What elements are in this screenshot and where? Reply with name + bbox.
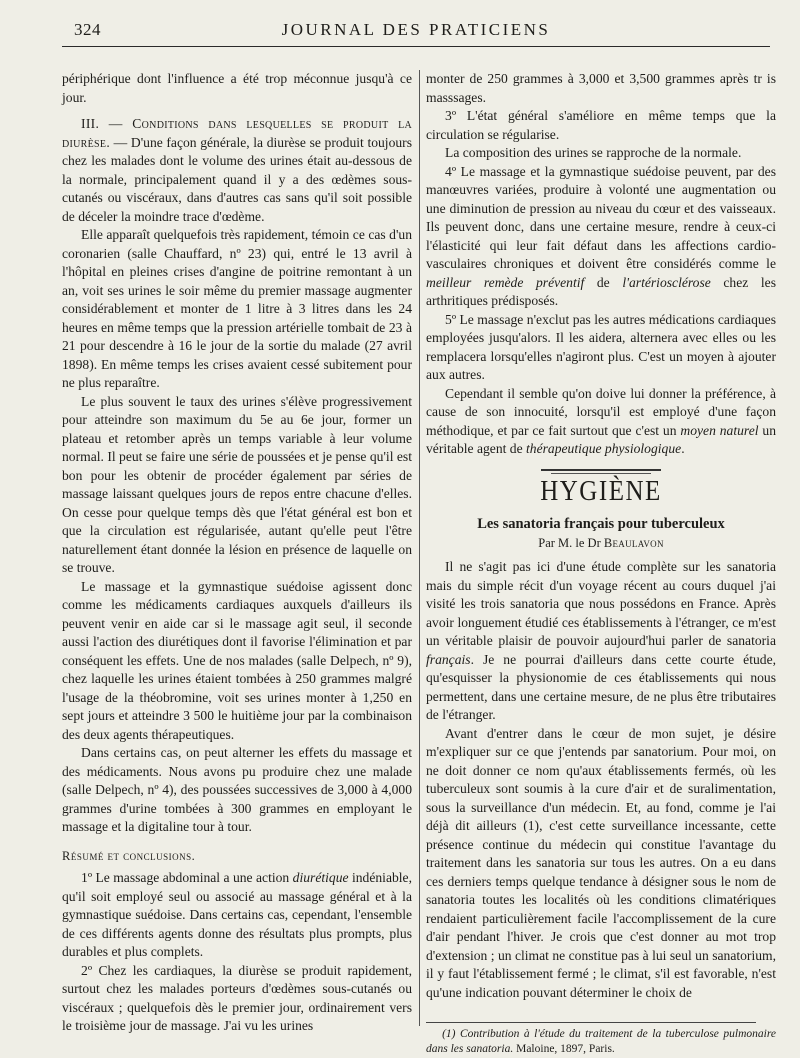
resume-heading: Résumé et conclusions. [62,848,196,863]
paragraph-conditions: III. — Conditions dans lesquelles se produit la diurèse. — D'une façon générale, la diurèse se produit toujours chez les malades dont le volume des urines était au-dessous de la normale, principalement quand il y a des œdèmes sous-cutanés ou viscéraux, dans d'autres cas sans qu'il soit possible de déceler la moindre trace d'œdème. [62,116,412,224]
right-column [426,70,776,1057]
paragraph: Cependant il semble qu'on doive lui donner la préférence, à cause de son innocuité, lorsqu'il est employé d'une façon méthodique, et par ce fait surtout que c'est un moyen naturel un véritable agent de thérapeutique physiologique. [426,385,777,456]
column-divider [419,70,420,1026]
left-column [62,70,412,1036]
running-header [62,20,770,42]
journal-title: JOURNAL DES PRATICIENS [281,20,551,39]
byline: Par M. le Dr Beaulavon [538,535,664,550]
paragraph: Il ne s'agit pas ici d'une étude complète sur les sanatoria mais du simple récit d'un voyage récent au cours duquel j'ai visité les trois sanatoria que nous possédons en France. Après avoir longuement étudié ces établissements à l'étranger, ce m'est un véritable plaisir de pouvoir aujourd'hui parler de sanatoria français. Je ne pourrai d'ailleurs dans cette courte étude, qu'esquisser la physionomie de ces établissements qui nous permettent, dans une certaine mesure, de ne plus être tributaires de l'étranger. [426,559,776,722]
page-number: 324 [74,20,101,39]
conclusion-2: 2º Chez les cardiaques, la diurèse se produit rapidement, surtout chez les malades porteurs d'œdèmes sous-cutanés ou viscéraux ; quelquefois dès le premier jour, ordinairement vers le troisième jour de massage. J'ai vu les urines [62,962,412,1033]
paragraph: monter de 250 grammes à 3,000 et 3,500 grammes après tr is masssages. [426,71,776,105]
author-name: Beaulavon [603,535,664,550]
footnote: (1) Contribution à l'étude du traitement de la tuberculose pulmonaire dans les sanatoria. Maloine, 1897, Paris. [426,1028,776,1055]
conclusion-3: 3º L'état général s'améliore en même temps que la circulation se régularise. [426,108,776,142]
paragraph: Dans certains cas, on peut alterner les effets du massage et des médicaments. Nous avons pu produire chez une malade (salle Delpech, nº 4), des poussées successives de 3,000 à 4,000 grammes d'urine tombées à 300 grammes en employant le massage et la digitaline tour à tour. [62,745,412,834]
paragraph: périphérique dont l'influence a été trop méconnue jusqu'à ce jour. [62,71,412,105]
section-heading-conditions: III. — Conditions dans lesquelles se produit la diurèse. [62,116,412,150]
paragraph: La composition des urines se rapproche de la normale. [445,145,742,160]
section-separator [541,469,661,475]
paragraph: Avant d'entrer dans le cœur de mon sujet, je désire m'expliquer sur ce que j'entends par sanatorium. Pour moi, on ne doit donner ce nom qu'aux établissements fermés, où les tuberculeux sont soumis à la cure d'air et de suralimentation, sous la surveillance d'un médecin. Et, au fond, comme je l'ai déjà dit ailleurs (1), c'est cette surveillance incessante, cette présence continue du médecin qui constitue l'avantage du traitement dans les sanatoria sur tous les autres. On a eu dans ces derniers temps quelque tendance à désigner sous le nom de sanatoria toutes les localités où les conditions climatériques rendaient particulièrement facile l'accomplissement de la cure d'air pendant l'hiver. Je crois que c'est donner au mot trop d'extension ; un climat ne constitue pas à lui seul un sanatorium, il y faut l'établissement fermé ; le climat, s'il est favorable, n'est qu'une indication pouvant déterminer le choix de [426,725,776,1000]
footnote-rule [426,1022,756,1023]
conclusion-5: 5º Le massage n'exclut pas les autres médications cardiaques employées jusqu'alors. Il les aidera, alternera avec elles ou les remplacera lorsqu'elles n'agiront plus. C'est un moyen à ajouter aux autres. [426,311,776,382]
paragraph: Le plus souvent le taux des urines s'élève progressivement pour atteindre son maximum du 5e au 6e jour, former un plateau et retomber après un temps variable à leur volume normal. Il peut se faire une série de poussées et je pense qu'il est bon pour les obtenir de procéder également par séries de massage laissant quelques jours de repos entre chacune d'elles. On cesse pour quelque temps dès que l'état général est bon et que la circulation est régularisée, autant qu'elle peut l'être naturellement étant donnée la lésion en présence de laquelle on se trouve. [62,393,412,575]
section-heading-hygiene: HYGIÈNE [540,475,662,507]
paragraph: Le massage et la gymnastique suédoise agissent donc comme les médicaments cardiaques auxquels d'ailleurs ils peuvent venir en aide car si le massage agit seul, il seconde aussi l'action des diurétiques dont il favorise l'élimination et par conséquent les effets. Une de nos malades (salle Delpech, nº 9), chez laquelle les urines étaient tombées à 250 grammes malgré l'usage de la théobromine, voit ses urines monter à 1,250 en sept jours et atteindre 3 500 le huitième jour par la combinaison des deux agents thérapeutiques. [62,578,412,742]
conclusion-1: 1º Le massage abdominal a une action diurétique indéniable, qu'il soit employé seul ou associé au massage général et à la gymnastique suédoise. Dans certains cas, cependant, l'ensemble de ces différents agents donne des résultats plus prompts, plus durables et plus complets. [62,870,412,959]
paragraph: Elle apparaît quelquefois très rapidement, témoin ce cas d'un coronarien (salle Chauffard, nº 23) qui, entré le 13 avril à l'hôpital en pleines crises d'angine de poitrine remontant à un an, voit ses urines le soir même du premier massage augmenter considérablement et monter de 1 litre à 3 litres dans les 24 heures en même temps que la pression artérielle tombait de 23 à 21 pour descendre à 16 le jour de la sortie du malade (27 avril 1898). En même temps les crises avaient cessé subitement pour ne plus reparaître. [62,227,412,390]
header-rule [62,46,770,47]
conclusion-4: 4º Le massage et la gymnastique suédoise peuvent, par des manœuvres variées, produire à volonté une augmentation ou une diminution de pression au niveau du cœur et des vaisseaux. Ils peuvent donc, dans une certaine mesure, rendre à ceux-ci l'élasticité qui leur fait défaut dans les affections cardio-vasculaires chroniques et doivent être considérés comme le meilleur remède préventif de l'artériosclérose chez les arthritiques prédisposés. [426,163,776,308]
article-title: Les sanatoria français pour tuberculeux [477,516,725,532]
